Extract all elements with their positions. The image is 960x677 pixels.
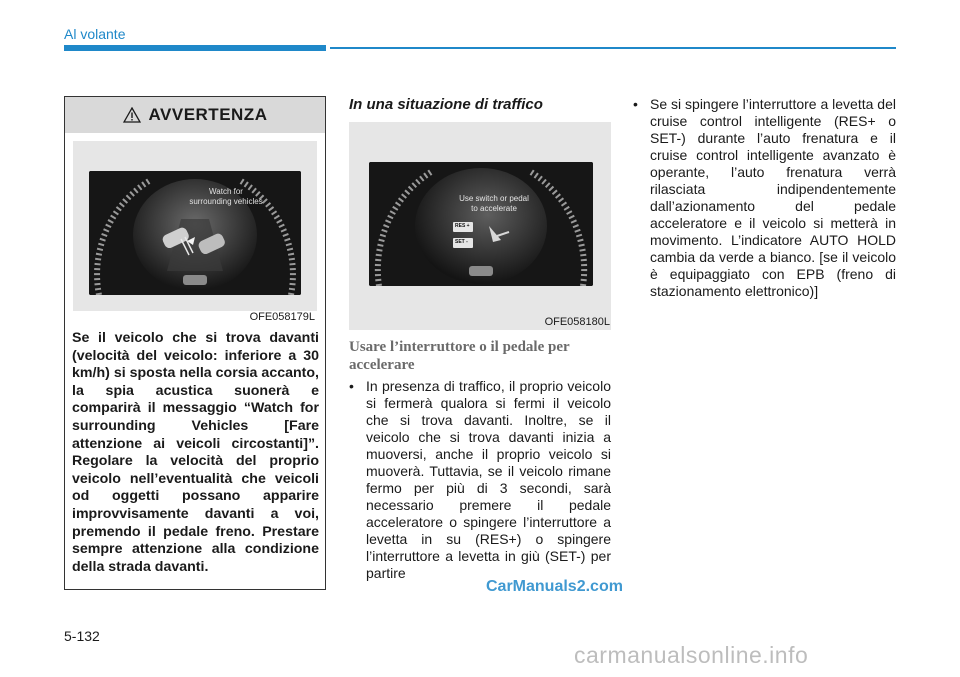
screen-message-2 (429, 194, 559, 214)
subsection-heading: Usare l’interruttore o il pedale per accelerare (349, 339, 570, 373)
screen-message-2-line1: Use switch or pedal (459, 194, 529, 203)
middle-bullet-text: In presenza di traffico, il proprio veicolo si fermerà qualora si fermi il veicolo che si trova davanti. Inoltre, se il veicolo che si trova davanti inizia a muoversi, anche il proprio veicolo si muoverà. Tuttavia, se il veicolo rimane fermo per più di 3 secondi, sarà necessario premere il pedale acceleratore o spingere l’interruttore a levetta in su (RES+) o spingere l’interruttore a levetta in giù (SET-) per partire (366, 378, 611, 581)
res-plus-label: RES + (455, 223, 470, 229)
screen-message (171, 187, 281, 207)
warning-triangle-icon (123, 107, 141, 123)
traffic-figure (349, 122, 611, 330)
watermark: CarManuals2.com (486, 578, 623, 595)
header-rule-thin (330, 47, 896, 49)
middle-bullet-item (349, 378, 611, 582)
screen-message-2-line2: to accelerate (471, 204, 517, 213)
bullet-marker: • (349, 378, 354, 394)
warning-box (64, 96, 326, 590)
screen-message-line2: surrounding vehicles (189, 197, 263, 206)
page-number: 5-132 (64, 628, 100, 644)
warning-header (65, 97, 325, 133)
bullet-marker-right: • (633, 96, 638, 112)
warning-title: AVVERTENZA (148, 105, 268, 124)
header-rule-thick (64, 45, 326, 51)
traffic-figure-caption: OFE058180L (544, 316, 610, 328)
screen-message-line1: Watch for (209, 187, 243, 196)
set-minus-label: SET - (455, 239, 468, 245)
cluster-display-illustration-2 (369, 162, 593, 286)
cluster-screen-accelerate (369, 162, 593, 286)
section-heading: In una situazione di traffico (349, 96, 543, 113)
right-bullet-item (633, 96, 896, 300)
right-bullet-text: Se si spingere l’interruttore a levetta del cruise control intelligente (RES+ o SET-) durante l’auto frenatura e il cruise control intelligente avanzato è operante, l’auto frenatura verrà rilasciata indipendentemente dall’azionamento del pedale acceleratore e il veicolo si metterà in movimento. L’indicatore AUTO HOLD cambia da verde a bianco. [se il veicolo è equipaggiato con EPB (freno di stazionamento elettronico)] (650, 96, 896, 299)
warning-figure (73, 141, 317, 311)
warning-text: Se il veicolo che si trova davanti (velocità del veicolo: inferiore a 30 km/h) si sposta nella corsia accanto, la spia acustica suonerà e comparirà il messaggio “Watch for surrounding Vehicles [Fare attenzione ai veicoli circostanti]”. Regolare la velocità del proprio veicolo nell’eventualità che veicoli od oggetti possano apparire improvvisamente davanti a voi, premendo il pedale freno. Prestare sempre attenzione alla condizione della strada davanti. (72, 330, 319, 575)
section-title: Al volante (64, 26, 126, 42)
warning-figure-caption: OFE058179L (249, 311, 315, 323)
footer-watermark: carmanualsonline.info (574, 642, 809, 668)
